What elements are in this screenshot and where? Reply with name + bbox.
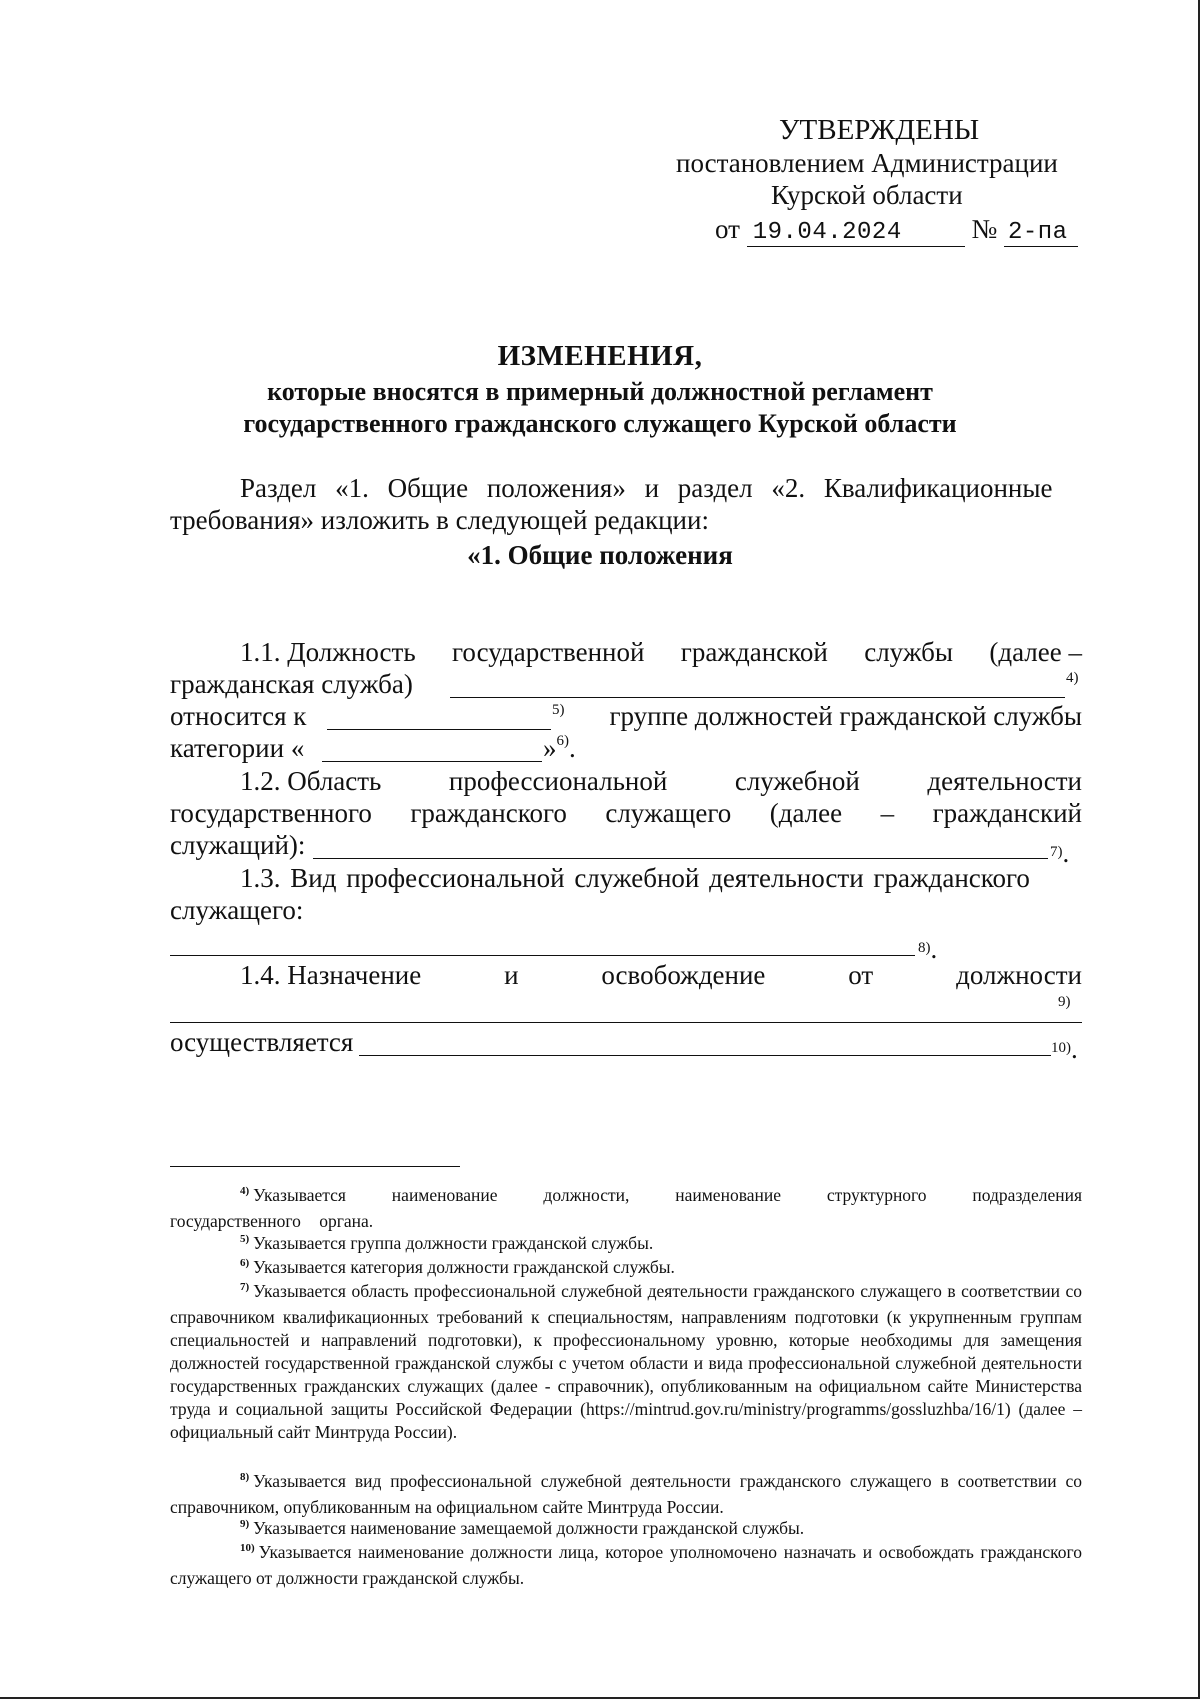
footnote-6: [170, 1256, 1082, 1282]
footnote-9-num: 9): [240, 1518, 250, 1530]
footnote-4-text: Указывается наименование должности, наименование структурного подразделения государственного органа.: [170, 1185, 1082, 1231]
c12-word: –: [880, 798, 895, 828]
clause-1-3-line-1: [240, 863, 1082, 894]
c11-word: (далее –: [989, 637, 1082, 667]
c12-word: (далее: [769, 798, 843, 828]
approval-stamp: УТВЕРЖДЕНЫ: [779, 114, 980, 146]
footnote-7-num: 7): [240, 1281, 250, 1293]
blank-field-group: [327, 729, 551, 730]
c14-dot: .: [1071, 1034, 1078, 1064]
c13-line1: 1.3. Вид профессиональной служебной деятельности гражданского: [240, 863, 1030, 893]
footnote-7-text: Указывается область профессиональной служебной деятельности гражданского служащего в соответствии со справочником квалификационных требований к специальностям, направлениям подготовки (к укрупненным группам специальностей и направлений подготовки), к профессиональному уровню, которые необходимы для замещения должностей государственной гражданской службы с учетом области и вида профессиональной служебной деятельности государственных гражданских служащих (далее - справочник), опубликованным на официальном сайте Министерства труда и социальной защиты Российской Федерации (https://mintrud.gov.ru/ministry/programms/gossluzhba/16/1) (далее – официальный сайт Минтруда России).: [170, 1281, 1082, 1442]
c12-word: профессиональной: [448, 766, 668, 796]
clause-1-2-line-1: [240, 766, 1082, 797]
clause-1-3-line-2: служащего:: [170, 895, 304, 925]
c11-line3-start: относится к: [170, 701, 307, 731]
c12-word: деятельности: [927, 766, 1082, 796]
document-title: ИЗМЕНЕНИЯ,: [497, 340, 703, 372]
footnote-5-num: 5): [240, 1233, 250, 1245]
clause-1-1-line-4: [170, 733, 1082, 764]
c11-word: службы: [864, 637, 953, 667]
intro-line-2: требования» изложить в следующей редакции:: [170, 505, 709, 535]
document-subtitle-2: государственного гражданского служащего Курской области: [243, 409, 957, 438]
footnote-10-num: 10): [240, 1542, 255, 1554]
c14-word: освобождение: [601, 960, 766, 990]
c12-word: служащего: [605, 798, 732, 828]
intro-line-1-words: [240, 473, 1082, 504]
footnote-ref-7: [1050, 832, 1070, 868]
c11-word: государственной: [452, 637, 645, 667]
c12-word: гражданский: [932, 798, 1082, 828]
c14-word: 1.4. Назначение: [240, 960, 422, 990]
approval-number: 2-па: [1004, 219, 1078, 247]
footnote-ref-8: [918, 928, 938, 964]
clause-1-1-line-2: [170, 669, 1082, 700]
c12-word: гражданского: [410, 798, 567, 828]
footnote-ref-5: 5): [552, 702, 565, 718]
footnote-8-text: Указывается вид профессиональной служебной деятельности гражданского служащего в соответствии со справочником, опубликованным на официальном сайте Минтруда России.: [170, 1471, 1082, 1517]
approval-date-number: [715, 214, 1078, 247]
c12-word: государственного: [170, 798, 372, 828]
footnote-5-text: Указывается группа должности гражданской службы.: [253, 1233, 654, 1253]
c11-word: 1.1. Должность: [240, 637, 416, 667]
footnote-7: [170, 1280, 1082, 1444]
footnote-10-text: Указывается наименование должности лица, которое уполномочено назначать и освобождать гражданского служащего от должности гражданской службы.: [170, 1542, 1082, 1588]
footnote-6-num: 6): [240, 1257, 250, 1269]
date-prefix: от: [715, 214, 740, 244]
c11-line3-end: группе должностей гражданской службы: [609, 701, 1082, 731]
blank-field-authority: [359, 1055, 1051, 1056]
c11-dot: .: [569, 733, 576, 763]
clause-1-4-line-3: [170, 1027, 1082, 1058]
c12-word: служебной: [734, 766, 860, 796]
footnote-8: [170, 1470, 1082, 1519]
c11-line4-start: категории «: [170, 733, 305, 763]
blank-field-position: [450, 697, 1065, 698]
footnote-9-text: Указывается наименование замещаемой должности гражданской службы.: [253, 1518, 805, 1538]
footnote-5: [170, 1232, 1082, 1258]
footnote-ref-7-num: 7): [1050, 844, 1063, 860]
footnote-ref-9: 9): [1058, 994, 1071, 1010]
blank-field-category: [322, 761, 542, 762]
number-prefix: №: [971, 214, 998, 244]
blank-field-appointee: [170, 1022, 1082, 1023]
c12-dot: .: [1062, 838, 1070, 868]
clause-1-2-line-3: [170, 830, 1082, 861]
c12-word: 1.2. Область: [240, 766, 382, 796]
footnote-ref-10-num: 10): [1051, 1040, 1071, 1056]
clause-1-2-line-2: [170, 798, 1082, 829]
approval-region: Курской области: [771, 180, 963, 210]
footnote-4-num: 4): [240, 1185, 250, 1197]
footnote-10: [170, 1541, 1082, 1590]
c12-line3-text: служащий):: [170, 830, 306, 860]
blank-field-area: [313, 858, 1048, 859]
clause-1-4-line-1: [240, 960, 1082, 991]
c11-line4-end: [543, 733, 623, 764]
footnote-8-num: 8): [240, 1471, 250, 1483]
footnote-4: [170, 1184, 1082, 1233]
footnote-ref-8-num: 8): [918, 940, 931, 956]
approval-by-line: постановлением Администрации: [676, 148, 1058, 178]
footnote-9: [170, 1517, 1082, 1543]
blank-field-kind: [170, 955, 915, 956]
c13-dot: .: [930, 934, 938, 964]
intro-line-1: [240, 473, 1082, 504]
c11-word: гражданской: [680, 637, 828, 667]
footnote-ref-10: [1051, 1028, 1078, 1064]
footnote-6-text: Указывается категория должности гражданской службы.: [253, 1257, 675, 1277]
document-subtitle-1: которые вносятся в примерный должностной регламент: [267, 377, 933, 406]
c11-line2-text: гражданская служба): [170, 669, 413, 699]
c14-word: и: [504, 960, 519, 990]
approval-date: 19.04.2024: [747, 219, 965, 247]
footnote-ref-6: 6): [556, 733, 569, 749]
c14-line3-text: осуществляется: [170, 1027, 354, 1057]
c14-word: от: [848, 960, 874, 990]
intro-line-1-text: Раздел «1. Общие положения» и раздел «2. Квалификационные: [240, 473, 1053, 503]
closing-quote: »: [543, 733, 557, 763]
c14-word: должности: [956, 960, 1082, 990]
clause-1-1-line-1: [240, 637, 1082, 668]
section-1-heading: «1. Общие положения: [467, 540, 733, 570]
footnote-separator: [170, 1166, 460, 1167]
footnote-ref-4: 4): [1066, 670, 1079, 686]
